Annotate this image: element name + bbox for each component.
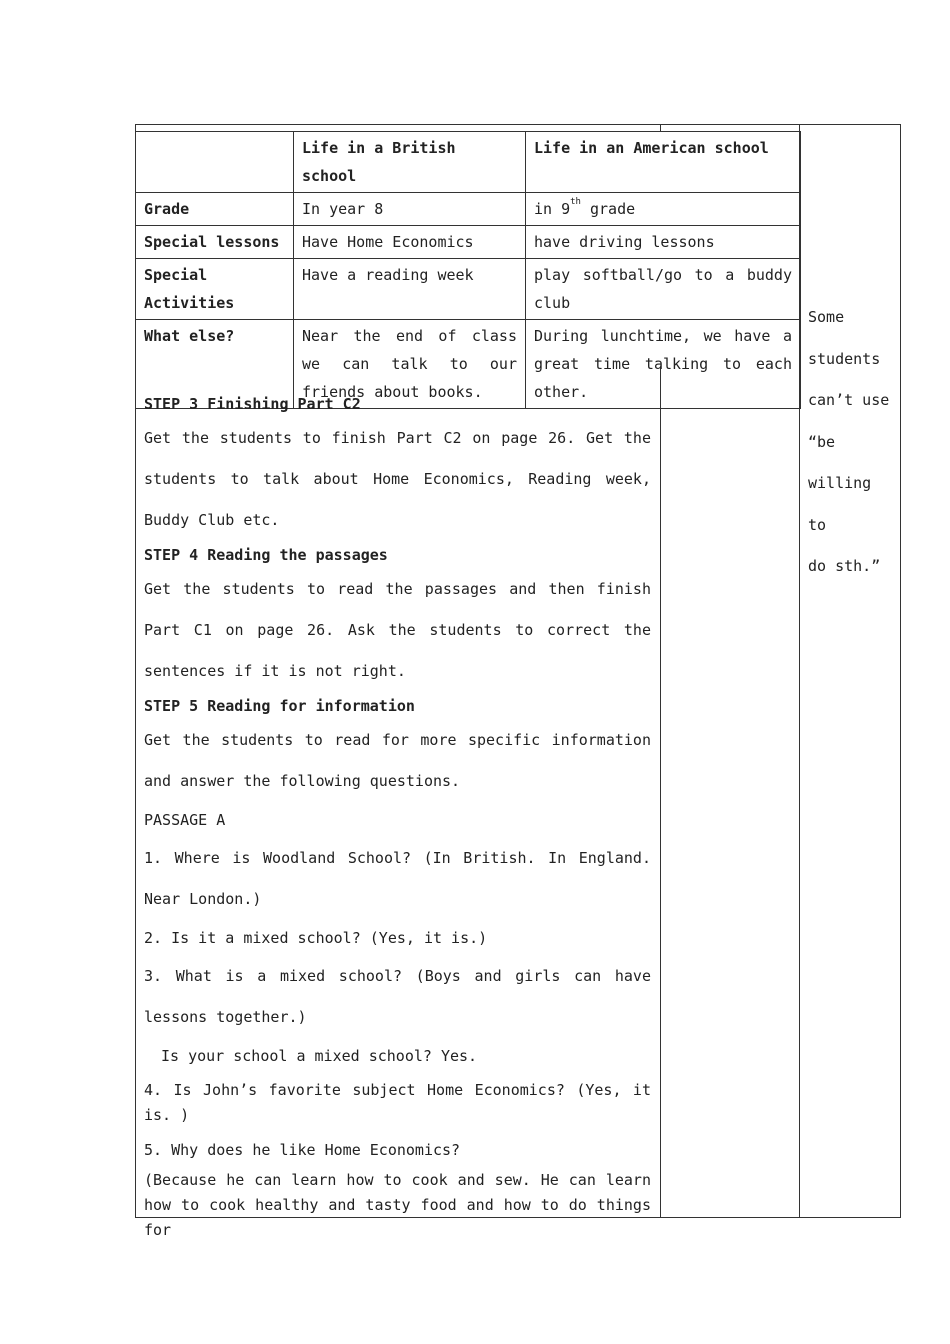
table-header-row	[136, 132, 801, 193]
table-header-cell: Life in an American school	[526, 132, 801, 193]
answer: (Because he can learn how to cook and sew. He can learn how to cook healthy and tasty food and how to do things for	[144, 1171, 651, 1239]
table-row	[136, 259, 801, 320]
side-note-line: can’t use	[808, 391, 890, 409]
side-note-line: “be	[808, 432, 836, 451]
row-label: Special lessons	[136, 226, 294, 259]
step-text: Get the students to read for more specific information and answer the following questions.	[144, 731, 651, 790]
comparison-table	[135, 131, 801, 409]
side-note-line: students	[808, 349, 881, 368]
cell-text: grade	[580, 200, 636, 218]
row-label: What else?	[136, 320, 294, 409]
cell-text: in 9	[534, 200, 571, 218]
question: 3. What is a mixed school? (Boys and girls can have lessons together.)	[144, 967, 651, 1026]
table-cell: have driving lessons	[526, 226, 801, 259]
question: 4. Is John’s favorite subject Home Economics? (Yes, it is. )	[144, 1081, 651, 1124]
side-note-line: willing to	[808, 474, 872, 534]
table-cell: Have a reading week	[294, 259, 526, 320]
passage-title: PASSAGE A	[144, 811, 226, 829]
table-header-cell	[136, 132, 294, 193]
table-cell: During lunchtime, we have a great time talking to each other.	[526, 320, 801, 409]
table-cell: In year 8	[294, 193, 526, 226]
side-note-line: do sth.”	[808, 557, 881, 575]
question: 2. Is it a mixed school? (Yes, it is.)	[144, 929, 488, 947]
question: 5. Why does he like Home Economics?	[144, 1141, 461, 1159]
step-title: STEP 5 Reading for information	[144, 697, 415, 715]
step-title: STEP 3 Finishing Part C2	[144, 395, 361, 413]
table-cell: Near the end of class we can talk to our friends about books.	[294, 320, 526, 409]
side-note	[808, 297, 896, 588]
table-cell	[526, 193, 801, 226]
step-title: STEP 4 Reading the passages	[144, 546, 388, 564]
side-note-line: Some	[808, 308, 845, 326]
question: 1. Where is Woodland School? (In British. In England. Near London.)	[144, 849, 651, 908]
step-text: Get the students to read the passages and then finish Part C1 on page 26. Ask the students to correct the sentences if it is not right.	[144, 580, 651, 680]
table-header-cell: Life in a British school	[294, 132, 526, 193]
table-cell: play softball/go to a buddy club	[526, 259, 801, 320]
table-row	[136, 193, 801, 226]
step-text: Get the students to finish Part C2 on page 26. Get the students to talk about Home Economics, Reading week, Buddy Club etc.	[144, 429, 651, 529]
row-label: Grade	[136, 193, 294, 226]
table-cell: Have Home Economics	[294, 226, 526, 259]
row-label: Special Activities	[136, 259, 294, 320]
column-divider	[660, 367, 661, 1218]
question-followup: Is your school a mixed school? Yes.	[161, 1047, 478, 1065]
table-row	[136, 226, 801, 259]
superscript: th	[570, 197, 581, 207]
lesson-body	[144, 390, 651, 1243]
